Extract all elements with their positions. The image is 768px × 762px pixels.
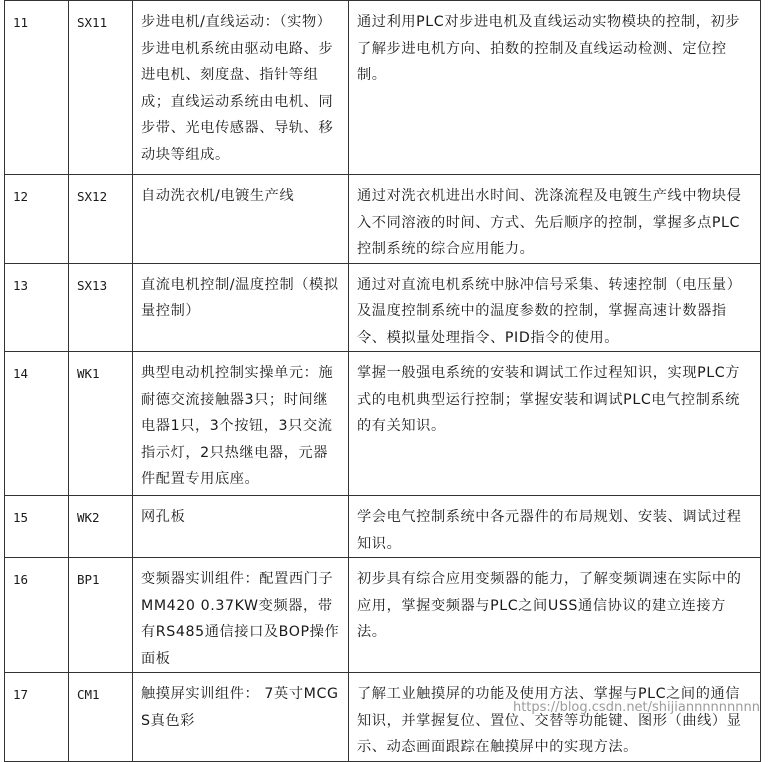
row-name: 网孔板	[133, 496, 349, 558]
row-name: 步进电机/直线运动：（实物）步进电机系统由驱动电路、步进电机、刻度盘、指针等组成；直线运动系统由电机、同步带、光电传感器、导轨、移动块等组成。	[133, 1, 349, 175]
row-description: 初步具有综合应用变频器的能力，了解变频调速在实际中的应用，掌握变频器与PLC之间USS通信协议的建立连接方法。	[349, 558, 761, 673]
row-description: 通过对洗衣机进出水时间、洗涤流程及电镀生产线中物块侵入不同溶液的时间、方式、先后顺序的控制，掌握多点PLC控制系统的综合应用能力。	[349, 175, 761, 264]
row-name: 触摸屏实训组件： 7英寸MCGS真色彩	[133, 673, 349, 762]
table-row	[5, 558, 761, 673]
row-code: SX13	[69, 263, 133, 352]
row-code: SX12	[69, 175, 133, 264]
table-row	[5, 673, 761, 762]
row-code: SX11	[69, 1, 133, 175]
row-code: WK2	[69, 496, 133, 558]
row-code: CM1	[69, 673, 133, 762]
row-number: 14	[5, 352, 69, 496]
table-row	[5, 352, 761, 496]
row-code: BP1	[69, 558, 133, 673]
row-description: 掌握一般强电系统的安装和调试工作过程知识，实现PLC方式的电机典型运行控制；掌握安装和调试PLC电气控制系统的有关知识。	[349, 352, 761, 496]
row-description: 通过利用PLC对步进电机及直线运动实物模块的控制，初步了解步进电机方向、拍数的控制及直线运动检测、定位控制。	[349, 1, 761, 175]
row-description: 了解工业触摸屏的功能及使用方法、掌握与PLC之间的通信知识，并掌握复位、置位、交替等功能键、图形（曲线）显示、动态画面跟踪在触摸屏中的实现方法。	[349, 673, 761, 762]
row-number: 17	[5, 673, 69, 762]
table-row	[5, 263, 761, 352]
row-number: 16	[5, 558, 69, 673]
row-description: 学会电气控制系统中各元器件的布局规划、安装、调试过程知识。	[349, 496, 761, 558]
row-number: 13	[5, 263, 69, 352]
row-code: WK1	[69, 352, 133, 496]
equipment-table-container	[4, 0, 762, 762]
row-name: 直流电机控制/温度控制（模拟量控制）	[133, 263, 349, 352]
table-row	[5, 175, 761, 264]
row-name: 自动洗衣机/电镀生产线	[133, 175, 349, 264]
row-number: 11	[5, 1, 69, 175]
watermark-url: https://blog.csdn.net/shijiannnnnnnnn	[512, 700, 760, 715]
row-number: 15	[5, 496, 69, 558]
row-description: 通过对直流电机系统中脉冲信号采集、转速控制（电压量）及温度控制系统中的温度参数的控制，掌握高速计数器指令、模拟量处理指令、PID指令的使用。	[349, 263, 761, 352]
table-row	[5, 496, 761, 558]
equipment-table	[4, 0, 761, 762]
row-number: 12	[5, 175, 69, 264]
table-row	[5, 1, 761, 175]
row-name: 典型电动机控制实操单元：施耐德交流接触器3只；时间继电器1只，3个按钮，3只交流指示灯，2只热继电器，元器件配置专用底座。	[133, 352, 349, 496]
row-name: 变频器实训组件：配置西门子MM420 0.37KW变频器，带有RS485通信接口及BOP操作面板	[133, 558, 349, 673]
